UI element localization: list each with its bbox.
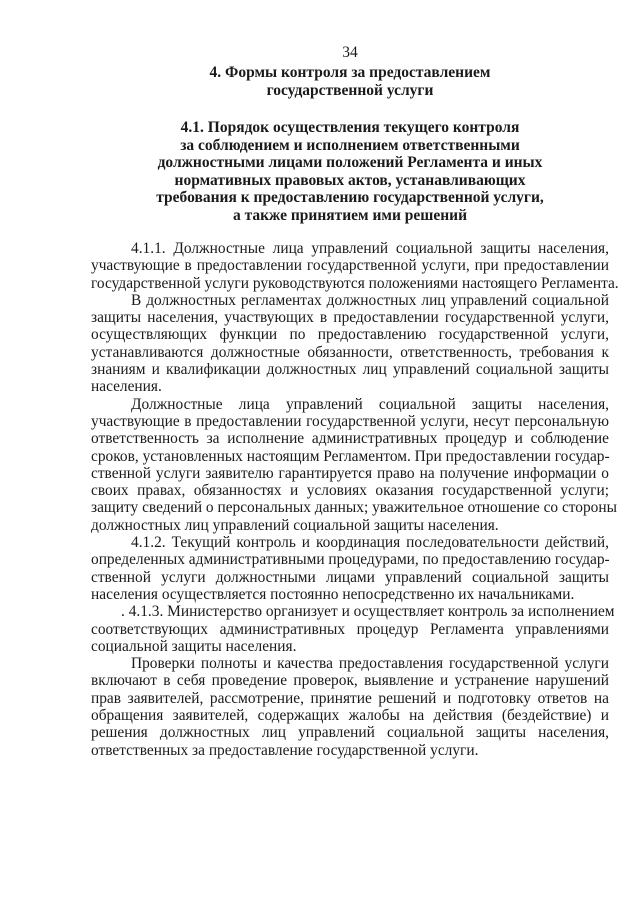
- text-line: государственной услуги руководствуются положениями настоящего Регламента.: [91, 274, 619, 292]
- subsection-heading-line: 4.1. Порядок осуществления текущего контроля: [180, 119, 520, 136]
- text-line: участвующие в предоставлении государственной услуги, при предоставлении: [91, 257, 609, 275]
- paragraph-4-1-2: [91, 534, 609, 603]
- subsection-heading: [0, 119, 640, 224]
- section-heading-line: 4. Формы контроля за предоставлением: [209, 64, 491, 81]
- text-line: ответственность за исполнение административных процедур и соблюдение: [91, 430, 609, 448]
- text-line: защиты населения, участвующих в предоставлении государственной услуги,: [91, 309, 609, 327]
- section-heading-line: государственной услуги: [266, 81, 434, 99]
- subsection-heading-line: требования к предоставлению государственной услуги,: [156, 189, 544, 206]
- text-line: защиту сведений о персональных данных; уважительное отношение со стороны: [91, 499, 617, 517]
- text-line: включают в себя проведение проверок, выявление и устранение нарушений: [91, 672, 609, 690]
- text-line: социальной защиты населения.: [91, 637, 297, 655]
- text-line: ответственных за предоставление государственной услуги.: [91, 741, 479, 759]
- text-line: ственной услуги должностными лицами управлений социальной защиты: [91, 568, 609, 586]
- text-line: 4.1.2. Текущий контроль и координация последовательности действий,: [131, 534, 609, 552]
- subsection-heading-line: за соблюдением и исполнением ответственными: [180, 136, 520, 154]
- text-line: сроков, установленных настоящим Регламентом. При предоставлении государ-: [91, 447, 610, 465]
- text-line: Проверки полноты и качества предоставления государственной услуги: [131, 655, 609, 673]
- text-line: участвующие в предоставлении государственной услуги, несут персональную: [91, 412, 609, 430]
- text-line: решения должностных лиц управлений социальной защиты населения,: [91, 724, 609, 742]
- paragraph-4-1-3: [91, 603, 615, 655]
- text-line: прав заявителей, рассмотрение, принятие решений и подготовку ответов на: [91, 689, 609, 707]
- subsection-heading-line: должностными лицами положений Регламента и иных: [157, 154, 543, 171]
- page-number: 34: [342, 44, 358, 61]
- text-line: осуществляющих функции по предоставлению государственной услуги,: [91, 326, 609, 344]
- text-line: ственной услуги заявителю гарантируется право на получение информации о: [91, 464, 609, 482]
- text-line: определенных административными процедурами, по предоставлению государ-: [91, 551, 610, 569]
- body-text: [91, 240, 619, 759]
- text-line: В должностных регламентах должностных лиц управлений социальной: [131, 291, 609, 309]
- text-line: . 4.1.3. Министерство организует и осуществляет контроль за исполнением: [121, 603, 615, 621]
- paragraph-inspections: [91, 655, 609, 759]
- paragraph-regulations: [91, 292, 609, 396]
- text-line: Должностные лица управлений социальной защиты населения,: [131, 395, 609, 413]
- subsection-heading-line: а также принятием ими решений: [232, 206, 468, 224]
- text-line: 4.1.1. Должностные лица управлений социальной защиты населения,: [131, 240, 609, 257]
- text-line: своих правах, обязанностях и условиях оказания государственной услуги;: [91, 482, 609, 500]
- text-line: населения.: [91, 378, 162, 396]
- section-heading: [0, 64, 640, 99]
- text-line: знаниям и квалификации должностных лиц управлений социальной защиты: [91, 361, 609, 379]
- text-line: обращения заявителей, содержащих жалобы на действия (бездействие) и: [91, 707, 609, 725]
- text-line: соответствующих административных процедур Регламента управлениями: [91, 620, 609, 638]
- paragraph-4-1-1: [91, 240, 619, 292]
- text-line: населения осуществляется постоянно непосредственно их начальниками.: [91, 585, 575, 603]
- text-line: должностных лиц управлений социальной защиты населения.: [91, 516, 499, 534]
- paragraph-responsibility: [91, 395, 617, 534]
- subsection-heading-line: нормативных правовых актов, устанавливающих: [174, 171, 526, 189]
- text-line: устанавливаются должностные обязанности, ответственность, требования к: [91, 343, 609, 361]
